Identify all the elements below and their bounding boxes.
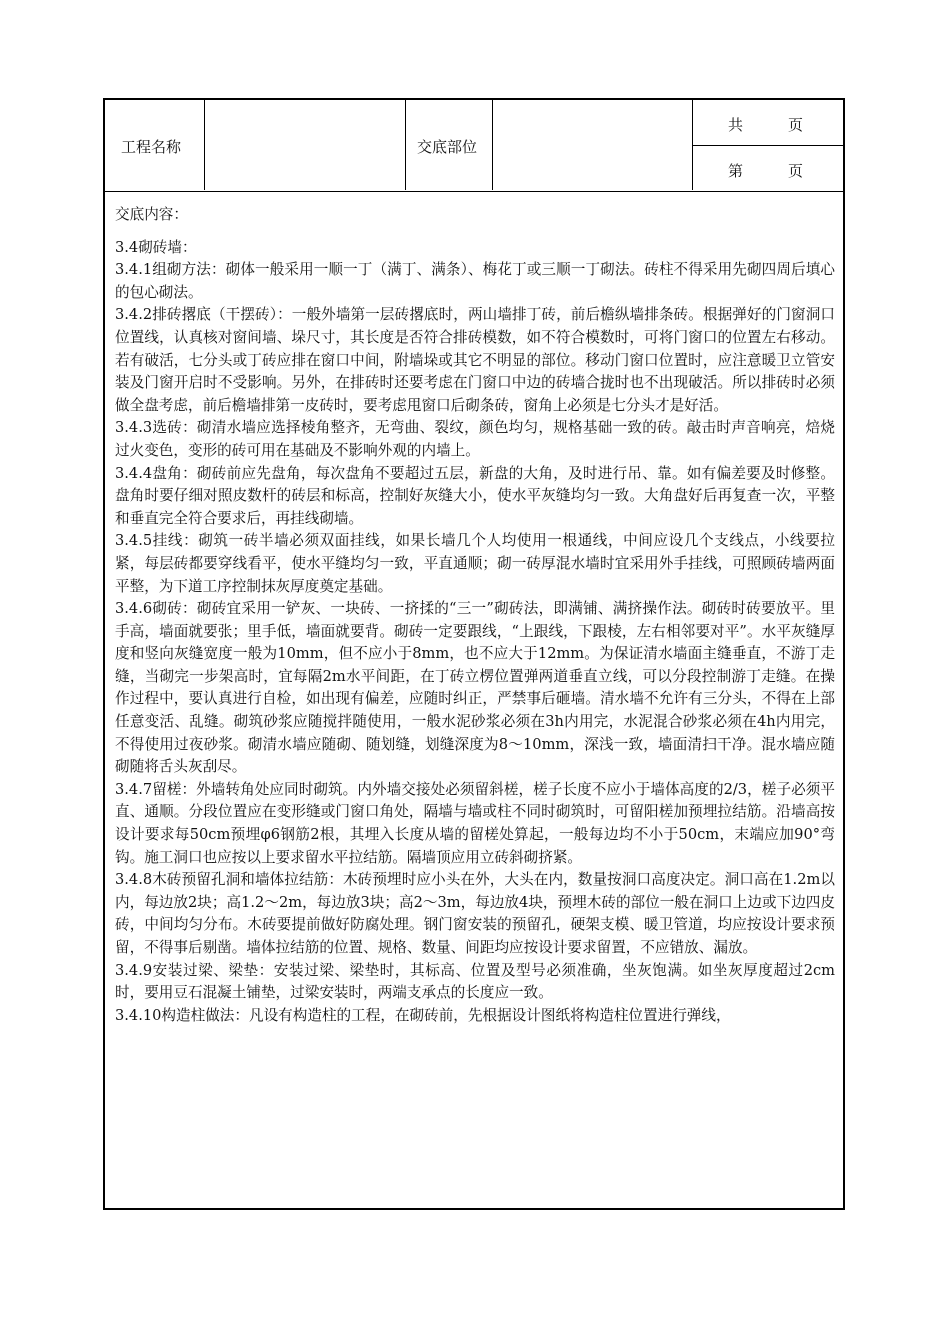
paragraph-3-4-2: 3.4.2排砖撂底（干摆砖）：一般外墙第一层砖撂底时，两山墙排丁砖，前后檐纵墙排条砖。根据弹好的门窗洞口位置线，认真核对窗间墙、垛尺寸，其长度是否符合排砖模数，如不符合模数时，可将门窗口的位置左右移动。若有破活，七分头或丁砖应排在窗口中间，附墙垛或其它不明显的部位。移动门窗口位置时，应注意暖卫立管安装及门窗开启时不受影响。另外，在排砖时还要考虑在门窗口中边的砖墙合拢时也不出现破活。所以排砖时必须做全盘考虑，前后檐墙排第一皮砖时，要考虑甩窗口后砌条砖，窗角上必须是七分头才是好活。 xyxy=(115,306,835,414)
paragraph-3-4-8: 3.4.8木砖预留孔洞和墙体拉结筋：木砖预埋时应小头在外，大头在内，数量按洞口高度决定。洞口高在1.2m以内，每边放2块；高1.2～2m，每边放3块；高2～3m，每边放4块，预埋木砖的部位一般在洞口上边或下边四皮砖，中间均匀分布。木砖要提前做好防腐处理。钢门窗安装的预留孔，硬架支模、暖卫管道，均应按设计要求预留，不得事后剔凿。墙体拉结筋的位置、规格、数量、间距均应按设计要求留置，不应错放、漏放。 xyxy=(115,871,835,956)
paragraph-3-4-5: 3.4.5挂线：砌筑一砖半墙必须双面挂线，如果长墙几个人均使用一根通线，中间应设几个支线点，小线要拉紧，每层砖都要穿线看平，使水平缝均匀一致，平直通顺；砌一砖厚混水墙时宜采用外手挂线，可照顾砖墙两面平整，为下道工序控制抹灰厚度奠定基础。 xyxy=(115,532,835,595)
disclosure-form-table xyxy=(103,98,845,1210)
page-number: 第 页 xyxy=(728,162,804,180)
paragraph-3-4-3: 3.4.3选砖：砌清水墙应选择棱角整齐，无弯曲、裂纹，颜色均匀，规格基础一致的砖。敲击时声音响亮，焙烧过火变色，变形的砖可用在基础及不影响外观的内墙上。 xyxy=(115,419,835,459)
paragraph-3-4-7: 3.4.7留槎：外墙转角处应同时砌筑。内外墙交接处必须留斜槎，槎子长度不应小于墙体高度的2/3，槎子必须平直、通顺。分段位置应在变形缝或门窗口角处，隔墙与墙或柱不同时砌筑时，可留阳槎加预埋拉结筋。沿墙高按设计要求每50cm预埋φ6钢筋2根，其埋入长度从墙的留槎处算起，一般每边均不小于50cm，末端应加90°弯钩。施工洞口也应按以上要求留水平拉结筋。隔墙顶应用立砖斜砌挤紧。 xyxy=(115,780,835,866)
form-header-row xyxy=(105,100,843,192)
paragraph-3-4-4: 3.4.4盘角：砌砖前应先盘角，每次盘角不要超过五层，新盘的大角，及时进行吊、靠。如有偏差要及时修整。盘角时要仔细对照皮数杆的砖层和标高，控制好灰缝大小，使水平灰缝均匀一致。大角盘好后再复查一次，平整和垂直完全符合要求后，再挂线砌墙。 xyxy=(115,464,835,527)
location-label: 交底部位 xyxy=(417,138,478,156)
paragraph-3-4-9: 3.4.9安装过梁、梁垫：安装过梁、梁垫时，其标高、位置及型号必须准确，坐灰饱满。如坐灰厚度超过2cm时，要用豆石混凝土铺垫，过梁安装时，两端支承点的长度应一致。 xyxy=(115,961,835,1002)
cell-divider xyxy=(204,100,205,190)
section-title: 3.4砌砖墙： xyxy=(115,238,197,256)
cell-divider xyxy=(492,100,493,190)
content-intro: 交底内容： xyxy=(115,206,188,223)
disclosure-content xyxy=(115,204,835,1027)
cell-divider xyxy=(405,100,406,190)
paragraph-3-4-6: 3.4.6砌砖：砌砖宜采用一铲灰、一块砖、一挤揉的“三一”砌砖法，即满铺、满挤操作法。砌砖时砖要放平。里手高，墙面就要张；里手低，墙面就要背。砌砖一定要跟线，“上跟线，下跟棱，左右相邻要对平”。水平灰缝厚度和竖向灰缝宽度一般为10mm，但不应小于8mm，也不应大于12mm。为保证清水墙面主缝垂直，不游丁走缝，当砌完一步架高时，宜每隔2m水平间距，在丁砖立楞位置弹两道垂直立线，可以分段控制游丁走缝。在操作过程中，要认真进行自检，如出现有偏差，应随时纠正，严禁事后砸墙。清水墙不允许有三分头，不得在上部任意变活、乱缝。砌筑砂浆应随搅拌随使用，一般水泥砂浆必须在3h内用完，水泥混合砂浆必须在4h内用完，不得使用过夜砂浆。砌清水墙应随砌、随划缝，划缝深度为8～10mm，深浅一致，墙面清扫干净。混水墙应随砌随将舌头灰刮尽。 xyxy=(115,600,835,776)
cell-divider xyxy=(692,145,843,146)
paragraph-3-4-1: 3.4.1组砌方法：砌体一般采用一顺一丁（满丁、满条）、梅花丁或三顺一丁砌法。砖柱不得采用先砌四周后填心的包心砌法。 xyxy=(115,261,835,301)
total-pages: 共 页 xyxy=(728,116,804,134)
paragraph-3-4-10: 3.4.10构造柱做法：凡设有构造柱的工程，在砌砖前，先根据设计图纸将构造柱位置进行弹线， xyxy=(115,1006,731,1024)
project-name-label: 工程名称 xyxy=(121,138,182,156)
